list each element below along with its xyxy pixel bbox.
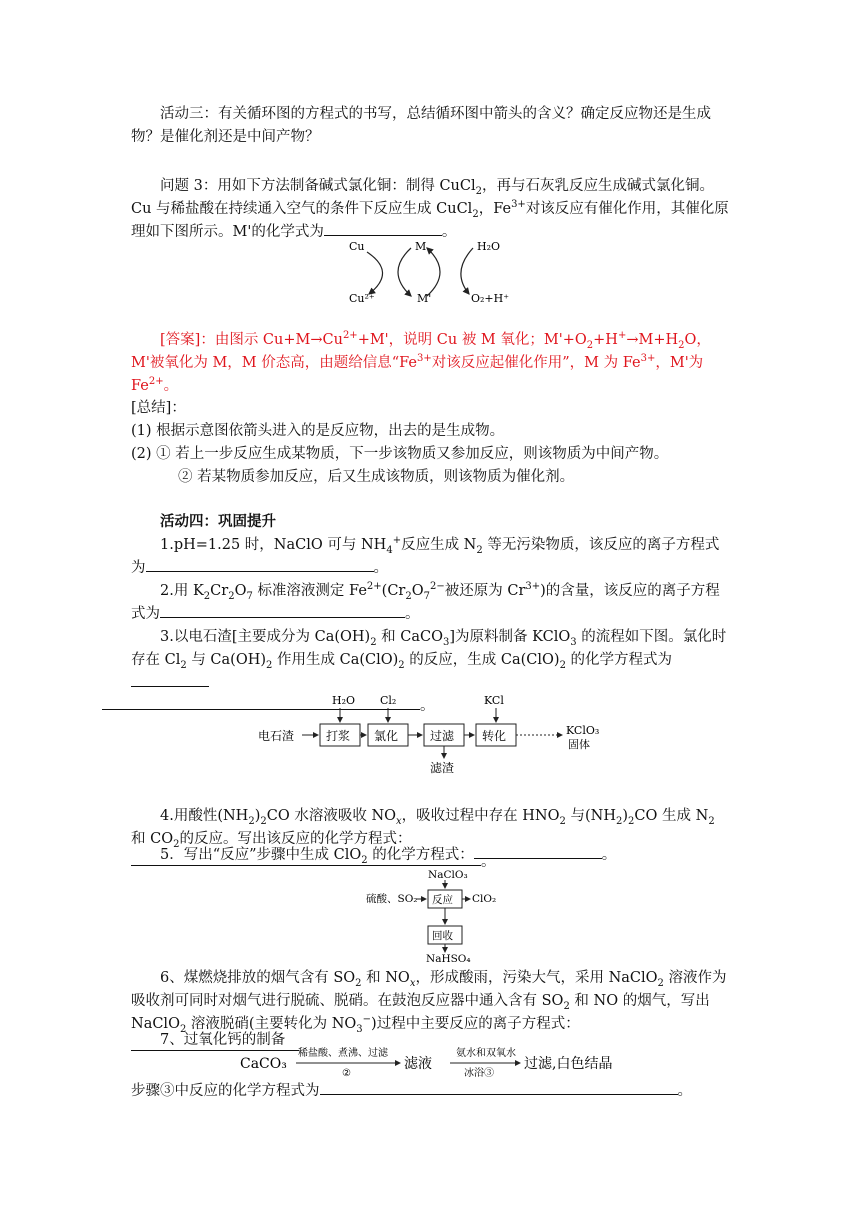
m-label: M (415, 240, 427, 253)
q5-blank[interactable] (474, 844, 602, 859)
q2-blank[interactable] (160, 603, 405, 618)
flow-step-1: 打浆 (326, 729, 351, 743)
question-5: 5．写出“反应”步骤中生成 ClO$_2$ 的化学方程式： 。 (131, 844, 731, 867)
flow7-filtrate: 滤液 (404, 1056, 432, 1072)
flow5-top: NaClO₃ (428, 869, 468, 881)
flow7-above2: 氨水和双氧水 (456, 1048, 516, 1059)
flow-step-4: 转化 (482, 729, 507, 743)
flow-in-cl2: Cl₂ (380, 694, 397, 707)
flow7-result: 过滤,白色结晶 (524, 1056, 613, 1072)
flow-step-3: 过滤 (430, 729, 455, 743)
cu-label: Cu (349, 240, 365, 253)
flow-step-2: 氯化 (374, 729, 399, 743)
mprime-label: M' (417, 292, 432, 305)
flow-end-1: KClO₃ (566, 724, 600, 737)
question-7-step3: 步骤③中反应的化学方程式为 。 (131, 1080, 731, 1103)
q1-blank[interactable] (146, 557, 374, 572)
summary-item-1: (1) 根据示意图依箭头进入的是反应物，出去的是生成物。 (131, 423, 505, 439)
question-6: 6、煤燃烧排放的烟气含有 $SO_2$ 和 $NO_x$，形成酸雨，污染大气，采用 NaClO$_2$ 溶液作为吸收剂可同时对烟气进行脱硫、脱硝。在鼓泡反应器中通入含有 $SO_2$ 和 NO 的烟气，写出 NaClO$_2$ 溶液脱硝(主要转化为 $NO_3^-$)过程中主要反应的离子方程式： (131, 967, 731, 1059)
flow7-below1: ② (342, 1068, 351, 1079)
activity4-title: 活动四：巩固提升 (160, 513, 276, 530)
flow5-box1: 反应 (432, 894, 453, 906)
flow-end-2: 固体 (568, 738, 590, 751)
question-4: 4.用酸性$(NH_2)_2CO$ 水溶液吸收 $NO_x$，吸收过程中存在 $HNO_2$ 与$(NH_2)_2CO$ 生成 $N_2$ 和 $CO_2$的反应。写出该反应的化学方程式：。 (131, 808, 715, 870)
flow5-left: 硫酸、SO₂ (366, 893, 418, 905)
flow-diagram-kclo3 (258, 690, 610, 776)
h2o-label: H₂O (477, 240, 501, 253)
flow7-below2: 冰浴③ (464, 1068, 494, 1079)
o2h-label: O₂+H⁺ (471, 292, 510, 305)
question-7: 7、过氧化钙的制备 (160, 1032, 286, 1048)
answer-text: [答案]：由图示 $Cu+M\to Cu^{2+}+M'$，说明 Cu 被 M 氧化；$M'+O_2+H^+\to M+H_2O$，M'被氧化为 M，M 价态高，由题给信息“$Fe^{3+}$对该反应起催化作用”，M 为 $Fe^{3+}$，M'为 $Fe^{2+}$。 (131, 330, 711, 394)
flow7-above1: 稀盐酸、煮沸、过滤 (298, 1048, 388, 1059)
summary-item-2: (2) ① 若上一步反应生成某物质，下一步该物质又参加反应，则该物质为中间产物。 (131, 446, 669, 462)
question-1: 1.pH=1.25 时，NaClO 可与 $NH_4^+$反应生成 $N_2$ 等无污染物质，该反应的离子方程式为 。 (131, 535, 720, 576)
answer-blank[interactable] (324, 221, 442, 236)
flow-in-h2o: H₂O (332, 694, 356, 707)
cu2-label: Cu²⁺ (349, 292, 375, 305)
question-2: 2.用 $K_2Cr_2O_7$ 标准溶液测定 $Fe^{2+}(Cr_2O_7^{2-}$被还原为 $Cr^{3+}$)的含量，该反应的离子方程式为 。 (131, 581, 720, 622)
flow-out: 滤渣 (430, 761, 455, 775)
problem3-text: 问题 3：用如下方法制备碱式氯化铜：制得 CuCl$_2$，再与石灰乳反应生成碱式氯化铜。Cu 与稀盐酸在持续通入空气的条件下反应生成 CuCl$_2$，$Fe^{3+}$对该反应有催化作用，其催化原理如下图所示。M'的化学式为 。 (131, 178, 729, 240)
flow-diagram-clo2 (366, 868, 516, 964)
flow5-bottom: NaHSO₄ (426, 953, 471, 964)
summary-label: [总结]： (131, 400, 186, 416)
flow7-caco3: CaCO₃ (240, 1056, 287, 1072)
flow-in-kcl: KCl (484, 694, 504, 707)
flow5-box2: 回收 (432, 930, 453, 942)
activity3-text: 活动三：有关循环图的方程式的书写，总结循环图中箭头的含义？确定反应物还是生成物？是催化剂还是中间产物？ (131, 106, 711, 145)
flow-start: 电石渣 (258, 729, 295, 743)
q7-blank[interactable] (320, 1080, 678, 1095)
flow-diagram-cao2 (238, 1044, 628, 1080)
flow5-right: ClO₂ (472, 893, 497, 905)
summary-item-3: ② 若某物质参加反应，后又生成该物质，则该物质为催化剂。 (178, 469, 575, 485)
q3-blank-a[interactable] (131, 672, 209, 687)
question-3: 3.以电石渣[主要成分为 $Ca(OH)_2$ 和 CaCO$_3$]为原料制备 KClO$_3$ 的流程如下图。氯化时存在 $Cl_2$ 与 $Ca(OH)_2$ 作用生成 $Ca(ClO)_2$ 的反应，生成 $Ca(ClO)_2$ 的化学方程式为 。 (131, 626, 731, 718)
catalytic-cycle-diagram (345, 236, 515, 306)
